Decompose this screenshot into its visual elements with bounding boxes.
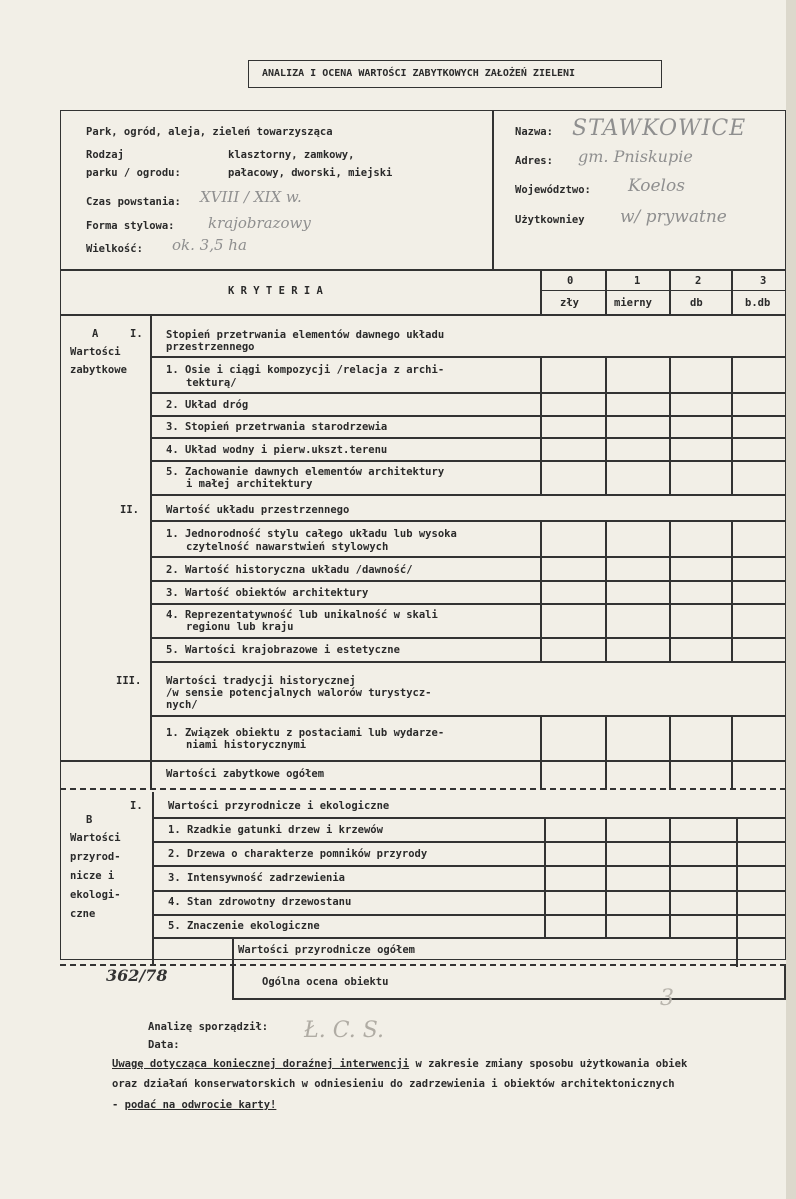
note-line-3 bbox=[112, 1099, 276, 1112]
rodzaj-label: Rodzaj bbox=[86, 149, 124, 161]
g2-item-1-l2: czytelność nawarstwień stylowych bbox=[186, 541, 389, 553]
rule-437 bbox=[150, 437, 786, 439]
b-item-2: 2. Drzewa o charakterze pomników przyrody bbox=[168, 848, 428, 860]
score-3-num: 3 bbox=[760, 275, 767, 287]
score-0-num: 0 bbox=[567, 275, 574, 287]
g2-grid-v-3 bbox=[731, 520, 733, 661]
b-grid-v-1 bbox=[605, 817, 607, 937]
section-b-group: Wartości przyrodnicze i ekologiczne bbox=[168, 800, 390, 812]
rule-392 bbox=[150, 392, 786, 394]
score-3-label: b.db bbox=[745, 297, 771, 309]
g1-item-2: 2. Układ dróg bbox=[166, 399, 249, 411]
adres-label: Adres: bbox=[515, 155, 553, 167]
rule-817 bbox=[152, 817, 786, 819]
note-line-2: oraz działań konserwatorskich w odniesieniu do zadrzewienia i obiektów architektonicznych bbox=[112, 1078, 675, 1090]
parku-label: parku / ogrodu: bbox=[86, 167, 181, 179]
section-b-title-1: Wartości bbox=[70, 832, 121, 844]
section-b-title-3: nicze i bbox=[70, 870, 115, 882]
wielkosc-label: Wielkość: bbox=[86, 243, 143, 255]
rule-890 bbox=[152, 890, 786, 892]
rule-460 bbox=[150, 460, 786, 462]
g2-grid-v-1 bbox=[605, 520, 607, 661]
scores-mid-line bbox=[540, 290, 786, 291]
rule-914 bbox=[152, 914, 786, 916]
uzytkownicy-label: Użytkowniey bbox=[515, 214, 585, 226]
b-total-v bbox=[736, 937, 738, 967]
rule-865 bbox=[152, 865, 786, 867]
g3-grid-v-0 bbox=[540, 715, 542, 760]
b-item-3: 3. Intensywność zadrzewienia bbox=[168, 872, 346, 884]
kryteria-header: K R Y T E R I A bbox=[228, 285, 323, 297]
g3-item-1-l2: niami historycznymi bbox=[186, 739, 307, 751]
g1-item-1-l2: tekturą/ bbox=[186, 377, 237, 389]
rule-603 bbox=[150, 603, 786, 605]
g1-item-5-l2: i małej architektury bbox=[186, 478, 313, 490]
overall-right bbox=[784, 964, 786, 999]
group3-title-3: nych/ bbox=[166, 699, 198, 711]
handwritten-wielkosc: ok. 3,5 ha bbox=[172, 236, 247, 254]
scores-v-1 bbox=[605, 270, 607, 314]
section-a-total: Wartości zabytkowe ogółem bbox=[166, 768, 325, 780]
rule-937 bbox=[152, 937, 786, 939]
wojewodztwo-label: Województwo: bbox=[515, 184, 591, 196]
g1-item-4: 4. Układ wodny i pierw.ukszt.terenu bbox=[166, 444, 388, 456]
b-total-left bbox=[232, 937, 234, 999]
rule-520 bbox=[150, 520, 786, 522]
handwritten-wojewodztwo: Koelos bbox=[628, 176, 685, 196]
group1-title-1: Stopień przetrwania elementów dawnego układu bbox=[166, 329, 445, 341]
page-title: ANALIZA I OCENA WARTOŚCI ZABYTKOWYCH ZAŁOŻEŃ ZIELENI bbox=[262, 68, 576, 79]
overall-bottom bbox=[232, 998, 786, 1000]
g1-grid-v-0 bbox=[540, 356, 542, 494]
header-divider bbox=[492, 110, 494, 270]
g2-item-4-l1: 4. Reprezentatywność lub unikalność w skali bbox=[166, 609, 438, 621]
bottom-separator bbox=[60, 964, 786, 966]
g3-item-1-l1: 1. Związek obiektu z postaciami lub wydarze- bbox=[166, 727, 445, 739]
handwritten-adres: gm. Pniskupie bbox=[578, 147, 693, 166]
g2-grid-v-2 bbox=[669, 520, 671, 661]
b-item-4: 4. Stan zdrowotny drzewostanu bbox=[168, 896, 352, 908]
b-grid-v-3 bbox=[736, 817, 738, 937]
g2-item-2: 2. Wartość historyczna układu /dawność/ bbox=[166, 564, 413, 576]
scores-v-0 bbox=[540, 270, 542, 314]
score-2-label: db bbox=[690, 297, 703, 309]
g1-item-1-l1: 1. Osie i ciągi kompozycji /relacja z archi- bbox=[166, 364, 445, 376]
section-b-title-4: ekologi- bbox=[70, 889, 121, 901]
overall-label: Ogólna ocena obiektu bbox=[262, 976, 389, 988]
rule-715 bbox=[150, 715, 786, 717]
czas-label: Czas powstania: bbox=[86, 196, 181, 208]
g3-grid-v-2 bbox=[669, 715, 671, 760]
g1-item-3: 3. Stopień przetrwania starodrzewia bbox=[166, 421, 388, 433]
rule-556 bbox=[150, 556, 786, 558]
section-a-roman-1: I. bbox=[130, 328, 143, 340]
rodzaj-options-2: pałacowy, dworski, miejski bbox=[228, 167, 393, 179]
group3-title-1: Wartości tradycji historycznej bbox=[166, 675, 356, 687]
rule-760 bbox=[60, 760, 786, 762]
rule-494 bbox=[150, 494, 786, 496]
group3-title-2: /w sensie potencjalnych walorów turystycz- bbox=[166, 687, 432, 699]
g3-grid-v-1 bbox=[605, 715, 607, 760]
rule-661 bbox=[150, 661, 786, 663]
rule-841 bbox=[152, 841, 786, 843]
rule-415 bbox=[150, 415, 786, 417]
g2-item-1-l1: 1. Jednorodność stylu całego układu lub wysoka bbox=[166, 528, 457, 540]
section-a-code: A bbox=[92, 328, 99, 340]
note-dash: - bbox=[112, 1099, 125, 1111]
g2-item-5: 5. Wartości krajobrazowe i estetyczne bbox=[166, 644, 400, 656]
total-a-v-1 bbox=[605, 760, 607, 790]
section-a-title-1: Wartości bbox=[70, 346, 121, 358]
score-2-num: 2 bbox=[695, 275, 702, 287]
page-edge bbox=[786, 0, 796, 1199]
scores-v-3 bbox=[731, 270, 733, 314]
handwritten-three: 3 bbox=[660, 986, 674, 1011]
section-b-code: B bbox=[86, 814, 93, 826]
b-grid-v-2 bbox=[669, 817, 671, 937]
g3-grid-v-3 bbox=[731, 715, 733, 760]
handwritten-czas: XVIII / XIX w. bbox=[200, 188, 302, 206]
rodzaj-options-1: klasztorny, zamkowy, bbox=[228, 149, 355, 161]
scores-v-2 bbox=[669, 270, 671, 314]
handwritten-nazwa: STAWKOWICE bbox=[572, 116, 747, 141]
date-label: Data: bbox=[148, 1039, 180, 1051]
g1-item-5-l1: 5. Zachowanie dawnych elementów architektury bbox=[166, 466, 445, 478]
forma-label: Forma stylowa: bbox=[86, 220, 175, 232]
note-underlined-1: Uwagę dotycząca koniecznej doraźnej interwencji bbox=[112, 1058, 410, 1070]
handwritten-uzytkownicy: w/ prywatne bbox=[620, 207, 727, 227]
b-item-5: 5. Znaczenie ekologiczne bbox=[168, 920, 320, 932]
a-left-divider bbox=[150, 314, 152, 760]
prepared-by-label: Analizę sporządził: bbox=[148, 1021, 269, 1033]
section-a-roman-2: II. bbox=[120, 504, 139, 516]
rule-637 bbox=[150, 637, 786, 639]
b-grid-v-0 bbox=[544, 817, 546, 937]
header-bottom-line bbox=[60, 314, 786, 316]
note-line-1 bbox=[112, 1058, 687, 1071]
reference-number: 362/78 bbox=[106, 966, 168, 985]
g1-grid-v-2 bbox=[669, 356, 671, 494]
b-item-1: 1. Rzadkie gatunki drzew i krzewów bbox=[168, 824, 383, 836]
nazwa-label: Nazwa: bbox=[515, 126, 553, 138]
g1-grid-v-3 bbox=[731, 356, 733, 494]
score-1-label: mierny bbox=[614, 297, 652, 309]
park-heading: Park, ogród, aleja, zieleń towarzysząca bbox=[86, 126, 333, 138]
handwritten-forma: krajobrazowy bbox=[208, 214, 311, 232]
group1-title-2: przestrzennego bbox=[166, 341, 255, 353]
score-0-label: zły bbox=[560, 297, 579, 309]
g2-item-4-l2: regionu lub kraju bbox=[186, 621, 294, 633]
section-b-roman: I. bbox=[130, 800, 143, 812]
rule-356 bbox=[150, 356, 786, 358]
g2-item-3: 3. Wartość obiektów architektury bbox=[166, 587, 369, 599]
note-underlined-3: podać na odwrocie karty! bbox=[124, 1099, 277, 1111]
section-a-roman-3: III. bbox=[116, 675, 142, 687]
note-rest-1: w zakresie zmiany sposobu użytkowania obiek bbox=[409, 1058, 688, 1070]
total-a-left bbox=[150, 760, 152, 790]
section-b-title-5: czne bbox=[70, 908, 96, 920]
rule-580 bbox=[150, 580, 786, 582]
score-1-num: 1 bbox=[634, 275, 641, 287]
total-a-v-3 bbox=[731, 760, 733, 790]
g2-grid-v-0 bbox=[540, 520, 542, 661]
group2-title: Wartość układu przestrzennego bbox=[166, 504, 350, 516]
g1-grid-v-1 bbox=[605, 356, 607, 494]
section-separator bbox=[60, 788, 786, 790]
handwritten-signature: Ł. C. S. bbox=[304, 1018, 385, 1043]
section-b-total: Wartości przyrodnicze ogółem bbox=[238, 944, 416, 956]
total-a-v-2 bbox=[669, 760, 671, 790]
total-a-v-0 bbox=[540, 760, 542, 790]
section-b-title-2: przyrod- bbox=[70, 851, 121, 863]
section-a-title-2: zabytkowe bbox=[70, 364, 127, 376]
